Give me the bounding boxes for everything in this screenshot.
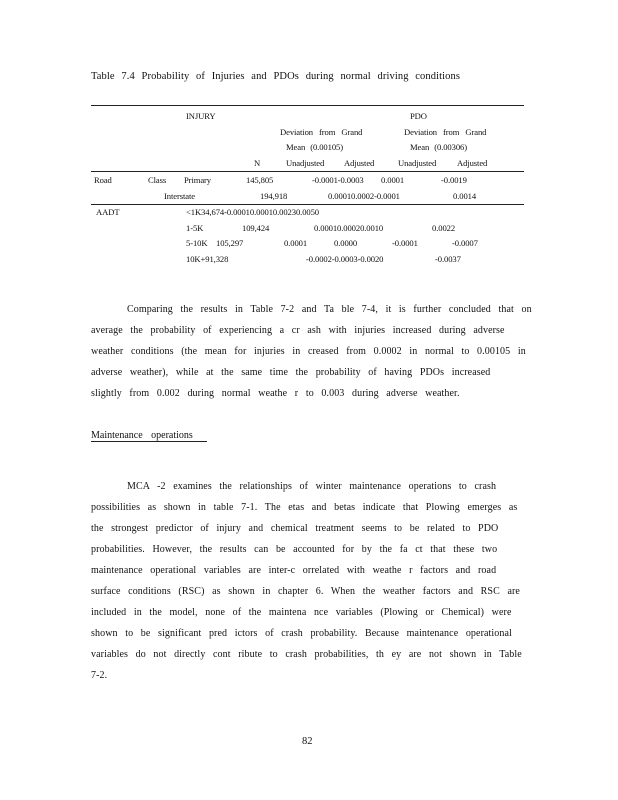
aadt-1-5k-n: 109,424: [242, 223, 270, 233]
injury-deviation-header: Deviation from Grand: [280, 127, 363, 137]
paragraph-line: included in the model, none of the maintena nce variables (Plowing or Chemical) were: [91, 607, 512, 618]
pdo-grand-mean: Mean (0.00306): [410, 142, 467, 152]
paragraph-line: adverse weather), while at the same time the probability of having PDOs increased: [91, 367, 491, 378]
road-class-label: Class: [148, 175, 167, 185]
aadt-1-5k-label: 1-5K: [186, 223, 204, 233]
paragraph-line: the strongest predictor of injury and chemical treatment seems to be related to PDO: [91, 523, 499, 534]
aadt-10k-plus-row-label: 10K+91,328: [186, 254, 229, 264]
paragraph-line: slightly from 0.002 during normal weathe r to 0.003 during adverse weather.: [91, 388, 460, 399]
paragraph-line: probabilities. However, the results can be accounted for by the fa ct that these two: [91, 544, 498, 555]
aadt-1-5k-values: 0.00010.00020.0010: [314, 223, 384, 233]
interstate-n: 194,918: [260, 191, 288, 201]
n-column-header: N: [254, 158, 261, 168]
page-number: 82: [302, 736, 313, 747]
pdo-group-header: PDO: [410, 111, 427, 121]
interstate-pdo-adjusted: 0.0014: [453, 191, 477, 201]
table-caption: Table 7.4 Probability of Injuries and PDOs during normal driving conditions: [91, 71, 461, 82]
injury-group-header: INJURY: [186, 111, 216, 121]
paragraph-line: 7-2.: [91, 670, 108, 681]
road-row-label: Road: [94, 175, 112, 185]
aadt-5-10k-injury-unadjusted: 0.0001: [284, 238, 308, 248]
paragraph-line: possibilities as shown in table 7-1. The etas and betas indicate that Plowing emerges as: [91, 502, 518, 513]
aadt-1-5k-pdo-adjusted: 0.0022: [432, 223, 456, 233]
paragraph-line: shown to be significant pred ictors of crash probability. Because maintenance operational: [91, 628, 512, 639]
primary-n: 145,805: [246, 175, 274, 185]
primary-injury-values: -0.0001-0.0003: [312, 175, 364, 185]
aadt-5-10k-n: 105,297: [216, 238, 244, 248]
injury-unadjusted-header: Unadjusted: [286, 158, 325, 168]
road-section-rule: [91, 204, 524, 205]
paragraph-line: Comparing the results in Table 7-2 and Ta ble 7-4, it is further concluded that on: [127, 304, 532, 315]
paragraph-line: surface conditions (RSC) as shown in chapter 6. When the weather factors and RSC are: [91, 586, 520, 597]
pdo-adjusted-header: Adjusted: [457, 158, 488, 168]
paragraph-line: weather conditions (the mean for injuries in creased from 0.0002 in normal to 0.00105 in: [91, 346, 526, 357]
aadt-lt1k-row: <1K34,674-0.00010.00010.00230.0050: [186, 207, 319, 217]
aadt-5-10k-injury-adjusted: 0.0000: [334, 238, 358, 248]
aadt-5-10k-pdo-adjusted: -0.0007: [452, 238, 478, 248]
section-heading: Maintenance operations: [91, 430, 207, 442]
aadt-5-10k-label: 5-10K: [186, 238, 208, 248]
table-top-rule: [91, 105, 524, 106]
pdo-deviation-header: Deviation from Grand: [404, 127, 487, 137]
pdo-unadjusted-header: Unadjusted: [398, 158, 437, 168]
injury-adjusted-header: Adjusted: [344, 158, 375, 168]
aadt-10k-plus-pdo-adjusted: -0.0037: [435, 254, 461, 264]
interstate-values: 0.00010.0002-0.0001: [328, 191, 400, 201]
aadt-5-10k-pdo-unadjusted: -0.0001: [392, 238, 418, 248]
injury-grand-mean: Mean (0.00105): [286, 142, 343, 152]
primary-pdo-unadjusted: 0.0001: [381, 175, 405, 185]
paragraph-line: variables do not directly cont ribute to crash probabilities, th ey are not shown in Table: [91, 649, 522, 660]
primary-pdo-adjusted: -0.0019: [441, 175, 467, 185]
aadt-row-label: AADT: [96, 207, 120, 217]
paragraph-line: maintenance operational variables are inter-c orrelated with weathe r factors and road: [91, 565, 497, 576]
paragraph-line: average the probability of experiencing a cr ash with injuries increased during adverse: [91, 325, 505, 336]
primary-label: Primary: [184, 175, 211, 185]
header-bottom-rule: [91, 171, 524, 172]
aadt-10k-plus-values: -0.0002-0.0003-0.0020: [306, 254, 384, 264]
paragraph-line: MCA -2 examines the relationships of winter maintenance operations to crash: [127, 481, 497, 492]
interstate-label: Interstate: [164, 191, 195, 201]
